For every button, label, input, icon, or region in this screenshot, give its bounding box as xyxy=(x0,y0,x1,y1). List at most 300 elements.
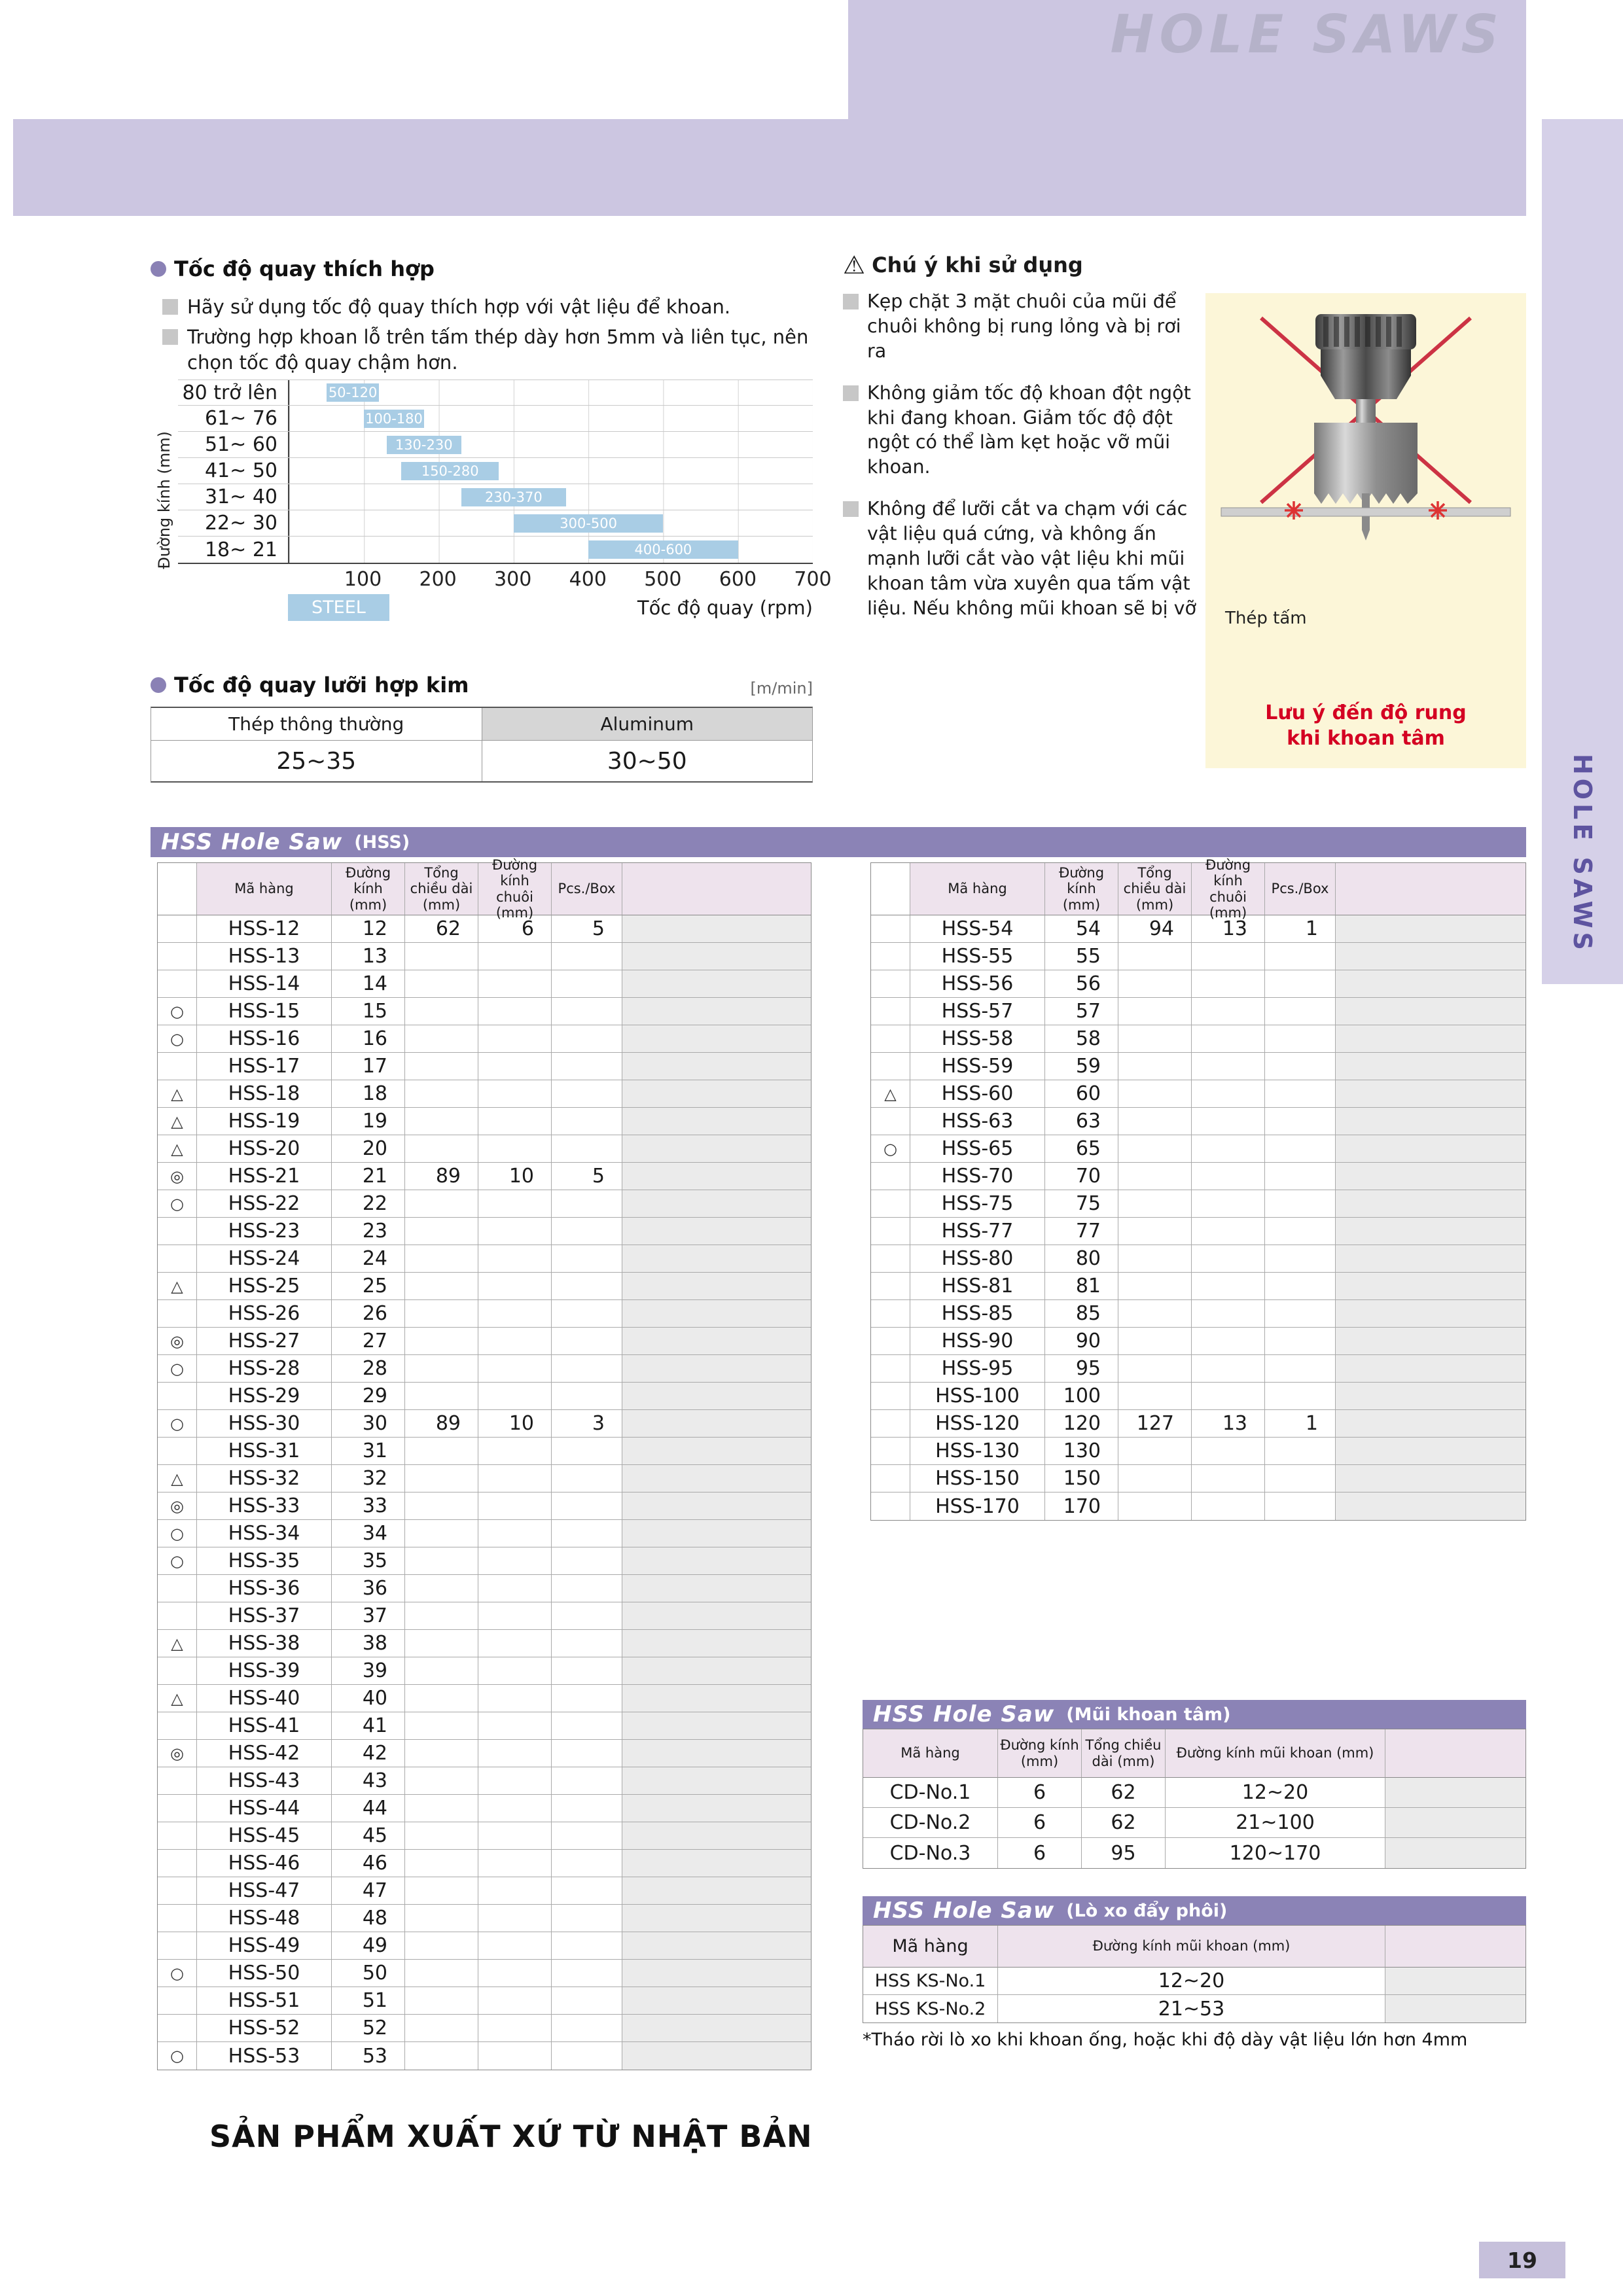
cell-sym: ◎ xyxy=(158,1163,197,1190)
product-row xyxy=(871,915,1525,943)
cell-notes xyxy=(1336,1108,1525,1135)
table-title: HSS Hole Saw xyxy=(873,1898,1055,1924)
chart-row xyxy=(178,432,813,458)
y-axis-label-wrap xyxy=(151,380,178,621)
cell-code: HSS-36 xyxy=(197,1575,332,1602)
cell-sym xyxy=(158,1218,197,1245)
cell-sym xyxy=(158,1822,197,1850)
cell-box xyxy=(552,1273,622,1300)
cell-notes xyxy=(622,1438,811,1465)
product-row xyxy=(158,1877,811,1905)
cell-dia: 170 xyxy=(1045,1492,1118,1520)
cell-shank xyxy=(478,1080,552,1108)
product-row xyxy=(871,998,1525,1025)
cell-sym xyxy=(158,2015,197,2042)
product-row xyxy=(871,970,1525,998)
cell-dia: 23 xyxy=(332,1218,405,1245)
product-row xyxy=(158,998,811,1025)
product-row xyxy=(158,1932,811,1960)
cell-len xyxy=(405,1328,478,1355)
cell-code: HSS-41 xyxy=(197,1712,332,1740)
cell-sym xyxy=(158,1383,197,1410)
cell-box xyxy=(1265,1218,1336,1245)
cell-len xyxy=(405,1740,478,1767)
product-row xyxy=(871,1300,1525,1328)
column-header: Đường kính mũi khoan (mm) xyxy=(1166,1729,1385,1778)
cell-shank xyxy=(1192,1080,1265,1108)
cell-code: HSS-24 xyxy=(197,1245,332,1273)
cell-code: HSS-20 xyxy=(197,1135,332,1163)
x-tick-label: 600 xyxy=(719,568,757,591)
rpm-chart xyxy=(151,380,832,621)
cell-len: 127 xyxy=(1118,1410,1192,1438)
table-row xyxy=(863,1995,1525,2022)
cell-len xyxy=(405,1520,478,1547)
cell-dia: 54 xyxy=(1045,915,1118,943)
cell-shank xyxy=(478,2015,552,2042)
cell-code: HSS-32 xyxy=(197,1465,332,1492)
cell-sym xyxy=(158,943,197,970)
alloy-speed-heading xyxy=(151,673,813,698)
cell-notes xyxy=(1385,1995,1525,2022)
chart-row-label: 22~ 30 xyxy=(204,512,277,535)
cell-shank xyxy=(1192,1218,1265,1245)
cell-sym: △ xyxy=(158,1273,197,1300)
table-row xyxy=(863,1838,1525,1868)
cell-shank xyxy=(478,1300,552,1328)
x-tick-label: 200 xyxy=(419,568,457,591)
cell-len xyxy=(405,1767,478,1795)
cell-box xyxy=(552,943,622,970)
cell-dia: 17 xyxy=(332,1053,405,1080)
cell-notes xyxy=(622,1575,811,1602)
cell-shank xyxy=(478,1822,552,1850)
cell-dia: 41 xyxy=(332,1712,405,1740)
cell-shank xyxy=(478,1547,552,1575)
cell-dia: 120 xyxy=(1045,1410,1118,1438)
product-row xyxy=(158,1630,811,1657)
cell-shank: 10 xyxy=(478,1410,552,1438)
cell-shank xyxy=(1192,1438,1265,1465)
cell-dia: 46 xyxy=(332,1850,405,1877)
cell-code: HSS-80 xyxy=(910,1245,1045,1273)
column-header-dia: Đường kính (mm) xyxy=(332,863,405,915)
cell-dia: 29 xyxy=(332,1383,405,1410)
cell-box xyxy=(1265,1383,1336,1410)
table-subtitle: (HSS) xyxy=(354,832,410,853)
cell-shank xyxy=(1192,1328,1265,1355)
cell-sym xyxy=(871,1410,910,1438)
cell-box xyxy=(552,1822,622,1850)
bullet-circle-icon xyxy=(151,677,166,693)
column-header-shank: Đường kính chuôi (mm) xyxy=(1192,863,1265,915)
cell-box xyxy=(552,1218,622,1245)
cell-dia: 31 xyxy=(332,1438,405,1465)
cell-box xyxy=(552,1080,622,1108)
x-tick-label: 300 xyxy=(494,568,532,591)
column-header-notes xyxy=(622,863,811,915)
cell-notes xyxy=(622,1767,811,1795)
cell-box xyxy=(1265,943,1336,970)
chart-track xyxy=(288,537,813,563)
cell-sym xyxy=(158,970,197,998)
cell-shank xyxy=(478,1602,552,1630)
table-row xyxy=(863,1778,1525,1808)
product-row xyxy=(871,1053,1525,1080)
cell-shank xyxy=(478,1905,552,1932)
unit-label: [m/min] xyxy=(750,679,813,698)
cell-len xyxy=(405,1877,478,1905)
cell-code: HSS-44 xyxy=(197,1795,332,1822)
cell-len xyxy=(405,1300,478,1328)
center-drill-table-bar xyxy=(863,1700,1526,1729)
cell-shank xyxy=(478,2042,552,2070)
cell-box: 5 xyxy=(552,1163,622,1190)
cell-code: HSS-130 xyxy=(910,1438,1045,1465)
cell-value: 21~100 xyxy=(1166,1808,1385,1838)
cell-box xyxy=(552,1245,622,1273)
product-row xyxy=(871,1163,1525,1190)
cell-box xyxy=(552,1108,622,1135)
cell-code: HSS-13 xyxy=(197,943,332,970)
product-row xyxy=(871,1245,1525,1273)
product-row xyxy=(158,1987,811,2015)
cell-shank xyxy=(478,1767,552,1795)
cell-sym xyxy=(158,1575,197,1602)
cell-dia: 57 xyxy=(1045,998,1118,1025)
product-row xyxy=(871,1492,1525,1520)
cell-dia: 39 xyxy=(332,1657,405,1685)
cell-code: HSS-77 xyxy=(910,1218,1045,1245)
cell-sym xyxy=(158,1602,197,1630)
speed-value: 30~50 xyxy=(607,747,687,775)
cell-box xyxy=(552,1932,622,1960)
cell-notes xyxy=(622,1383,811,1410)
cell-notes xyxy=(622,1905,811,1932)
cell-sym xyxy=(158,1438,197,1465)
cell-dia: 40 xyxy=(332,1685,405,1712)
cell-notes xyxy=(1336,998,1525,1025)
speed-bullet-2 xyxy=(162,325,836,376)
cell-shank xyxy=(1192,1492,1265,1520)
cell-len xyxy=(405,1245,478,1273)
cell-shank xyxy=(1192,1355,1265,1383)
cell-dia: 58 xyxy=(1045,1025,1118,1053)
cell-box: 3 xyxy=(552,1410,622,1438)
cell-shank xyxy=(478,1465,552,1492)
cell-dia: 36 xyxy=(332,1575,405,1602)
cell-len xyxy=(1118,1438,1192,1465)
cell-sym xyxy=(871,1108,910,1135)
cell-value: CD-No.2 xyxy=(863,1808,998,1838)
chart-row-label: 18~ 21 xyxy=(204,538,277,561)
cell-notes xyxy=(622,970,811,998)
column-header-len: Tổng chiều dài (mm) xyxy=(1118,863,1192,915)
cell-code: HSS-47 xyxy=(197,1877,332,1905)
cell-len xyxy=(405,1932,478,1960)
cell-sym xyxy=(158,1053,197,1080)
cell-shank xyxy=(478,1438,552,1465)
product-row xyxy=(871,1218,1525,1245)
cell-sym: △ xyxy=(158,1108,197,1135)
cell-shank xyxy=(478,1218,552,1245)
cell-code: HSS-35 xyxy=(197,1547,332,1575)
y-axis-label: Đường kính (mm) xyxy=(155,431,173,569)
cell-len xyxy=(1118,1492,1192,1520)
cell-notes xyxy=(1336,1190,1525,1218)
figure-caption: Thép tấm xyxy=(1225,609,1307,628)
cell-notes xyxy=(622,1547,811,1575)
side-tab xyxy=(1542,119,1623,984)
cell-notes xyxy=(622,1025,811,1053)
cell-len xyxy=(405,1547,478,1575)
cell-sym xyxy=(871,943,910,970)
cell-sym xyxy=(158,1657,197,1685)
cell-sym xyxy=(158,1767,197,1795)
product-row xyxy=(158,970,811,998)
cell-box xyxy=(1265,1135,1336,1163)
chart-row xyxy=(178,510,813,537)
cell-dia: 42 xyxy=(332,1740,405,1767)
cell-sym xyxy=(158,1987,197,2015)
cell-len xyxy=(405,1053,478,1080)
cell-box xyxy=(552,1025,622,1053)
cell-notes xyxy=(622,1850,811,1877)
table-row xyxy=(863,1968,1525,1995)
column-header: Mã hàng xyxy=(863,1729,998,1778)
cell-dia: 12 xyxy=(332,915,405,943)
product-row xyxy=(871,1465,1525,1492)
cell-notes xyxy=(622,1822,811,1850)
chart-bar: 400-600 xyxy=(588,540,738,559)
cell-value: CD-No.1 xyxy=(863,1778,998,1808)
cell-value: 62 xyxy=(1082,1778,1166,1808)
cell-shank xyxy=(478,1877,552,1905)
cell-sym xyxy=(158,1300,197,1328)
cell-shank xyxy=(478,1520,552,1547)
cell-code: HSS-39 xyxy=(197,1657,332,1685)
cell-code: HSS-33 xyxy=(197,1492,332,1520)
cell-len xyxy=(1118,970,1192,998)
cell-box xyxy=(1265,1053,1336,1080)
cell-dia: 14 xyxy=(332,970,405,998)
cell-shank xyxy=(478,1492,552,1520)
cell-notes xyxy=(622,1053,811,1080)
cell-len xyxy=(405,1822,478,1850)
cell-notes xyxy=(1336,1438,1525,1465)
column-header-box: Pcs./Box xyxy=(1265,863,1336,915)
cell-value: 120~170 xyxy=(1166,1838,1385,1868)
cell-notes xyxy=(622,1795,811,1822)
cell-len xyxy=(405,2042,478,2070)
product-row xyxy=(871,1383,1525,1410)
cell-dia: 70 xyxy=(1045,1163,1118,1190)
cell-sym xyxy=(871,1492,910,1520)
cell-code: HSS-23 xyxy=(197,1218,332,1245)
cell-dia: 34 xyxy=(332,1520,405,1547)
product-row xyxy=(158,1960,811,1987)
caution-bullet-2 xyxy=(843,381,1196,480)
cell-notes xyxy=(622,1657,811,1685)
chart-row xyxy=(178,380,813,406)
product-row xyxy=(871,1273,1525,1300)
cell-len xyxy=(405,1190,478,1218)
caution-bullets xyxy=(843,289,1196,621)
cell-sym: ○ xyxy=(158,1960,197,1987)
cell-box xyxy=(552,1328,622,1355)
cell-dia: 90 xyxy=(1045,1328,1118,1355)
cell-dia: 18 xyxy=(332,1080,405,1108)
cell-value: 12~20 xyxy=(998,1968,1385,1995)
cell-sym xyxy=(871,1438,910,1465)
cell-box: 1 xyxy=(1265,1410,1336,1438)
cell-notes xyxy=(1336,943,1525,970)
x-axis-ticks xyxy=(288,564,832,593)
cell-shank xyxy=(478,998,552,1025)
cell-notes xyxy=(622,1712,811,1740)
cell-code: HSS-75 xyxy=(910,1190,1045,1218)
section-title: Chú ý khi sử dụng xyxy=(872,253,1083,277)
cell-code: HSS-100 xyxy=(910,1383,1045,1410)
bullet-text: Không giảm tốc độ khoan đột ngột khi đang khoan. Giảm tốc độ đột ngột có thể làm kẹt hoặc vỡ mũi khoan. xyxy=(867,381,1191,478)
chart-bar: 50-120 xyxy=(327,383,379,402)
cell-notes xyxy=(622,1355,811,1383)
product-row xyxy=(158,1410,811,1438)
cell-shank: 13 xyxy=(1192,1410,1265,1438)
product-row xyxy=(158,1520,811,1547)
column-header-box: Pcs./Box xyxy=(552,863,622,915)
cell-box xyxy=(552,1657,622,1685)
cell-shank xyxy=(478,1850,552,1877)
cell-box xyxy=(552,1905,622,1932)
product-row xyxy=(871,1190,1525,1218)
cell-len: 62 xyxy=(405,915,478,943)
cell-code: HSS-81 xyxy=(910,1273,1045,1300)
cell-box xyxy=(552,1740,622,1767)
cell-sym xyxy=(871,1300,910,1328)
cell-value: HSS KS-No.2 xyxy=(863,1995,998,2022)
cell-notes xyxy=(1336,1218,1525,1245)
product-row xyxy=(158,1328,811,1355)
cell-code: HSS-50 xyxy=(197,1960,332,1987)
cell-shank xyxy=(478,1630,552,1657)
cell-len xyxy=(1118,1190,1192,1218)
product-row xyxy=(158,943,811,970)
cell-notes xyxy=(622,998,811,1025)
cell-len xyxy=(1118,1135,1192,1163)
cell-box xyxy=(1265,1328,1336,1355)
cell-code: HSS-25 xyxy=(197,1273,332,1300)
cell-sym: △ xyxy=(158,1080,197,1108)
cell-dia: 21 xyxy=(332,1163,405,1190)
cell-code: HSS-14 xyxy=(197,970,332,998)
product-row xyxy=(158,1602,811,1630)
bullet-square-icon xyxy=(843,294,859,309)
cell-dia: 47 xyxy=(332,1877,405,1905)
product-row xyxy=(158,1685,811,1712)
table-title: HSS Hole Saw xyxy=(161,829,343,855)
product-row xyxy=(158,1135,811,1163)
cell-shank xyxy=(478,943,552,970)
cell-notes xyxy=(622,915,811,943)
cell-code: HSS-90 xyxy=(910,1328,1045,1355)
cell-box xyxy=(552,1492,622,1520)
cell-shank xyxy=(1192,998,1265,1025)
product-row xyxy=(871,1108,1525,1135)
cell-shank xyxy=(1192,943,1265,970)
cell-shank xyxy=(1192,1135,1265,1163)
cell-notes xyxy=(622,1300,811,1328)
cell-shank xyxy=(478,1135,552,1163)
product-row xyxy=(158,1108,811,1135)
cell-dia: 85 xyxy=(1045,1300,1118,1328)
cell-notes xyxy=(622,943,811,970)
cell-code: HSS-49 xyxy=(197,1932,332,1960)
cell-sym: ○ xyxy=(158,1520,197,1547)
cell-notes xyxy=(1385,1778,1525,1808)
cell-code: HSS-60 xyxy=(910,1080,1045,1108)
cell-notes xyxy=(622,1520,811,1547)
cell-code: HSS-42 xyxy=(197,1740,332,1767)
cell-sym xyxy=(871,1190,910,1218)
cell-notes xyxy=(1336,1410,1525,1438)
cell-sym xyxy=(871,1053,910,1080)
product-row xyxy=(158,915,811,943)
cell-len xyxy=(405,1025,478,1053)
cell-len xyxy=(1118,1218,1192,1245)
cell-code: HSS-57 xyxy=(910,998,1045,1025)
bullet-text: Hãy sử dụng tốc độ quay thích hợp với vật liệu để khoan. xyxy=(187,296,731,318)
cell-len xyxy=(1118,1300,1192,1328)
cell-sym: △ xyxy=(158,1135,197,1163)
cell-code: HSS-40 xyxy=(197,1685,332,1712)
cell-shank: 10 xyxy=(478,1163,552,1190)
table-header-row xyxy=(863,1926,1525,1968)
bullet-square-icon xyxy=(843,385,859,401)
cell-shank xyxy=(478,970,552,998)
cell-dia: 77 xyxy=(1045,1218,1118,1245)
cell-box xyxy=(1265,1163,1336,1190)
cell-notes xyxy=(622,1877,811,1905)
product-row xyxy=(158,1355,811,1383)
origin-statement: SẢN PHẨM XUẤT XỨ TỪ NHẬT BẢN xyxy=(209,2119,813,2154)
cell-len xyxy=(405,1905,478,1932)
cell-notes xyxy=(1336,1465,1525,1492)
cell-sym xyxy=(158,1795,197,1822)
cell-sym: ◎ xyxy=(158,1328,197,1355)
chart-row xyxy=(178,406,813,432)
cell-box xyxy=(552,1135,622,1163)
chart-plot-area xyxy=(178,380,813,564)
cell-len: 89 xyxy=(405,1410,478,1438)
cell-sym xyxy=(158,915,197,943)
table-title: HSS Hole Saw xyxy=(873,1701,1055,1727)
cell-len xyxy=(1118,943,1192,970)
product-row xyxy=(158,1218,811,1245)
product-row xyxy=(158,1438,811,1465)
chart-bar: 300-500 xyxy=(514,514,664,533)
column-header-notes xyxy=(1336,863,1525,915)
product-row xyxy=(158,1905,811,1932)
cell-len xyxy=(1118,1465,1192,1492)
cell-len xyxy=(1118,1383,1192,1410)
cell-value: 95 xyxy=(1082,1838,1166,1868)
cell-dia: 32 xyxy=(332,1465,405,1492)
cell-len xyxy=(405,1355,478,1383)
cell-shank xyxy=(1192,1190,1265,1218)
chart-row-label: 31~ 40 xyxy=(204,486,277,508)
product-row xyxy=(158,1575,811,1602)
